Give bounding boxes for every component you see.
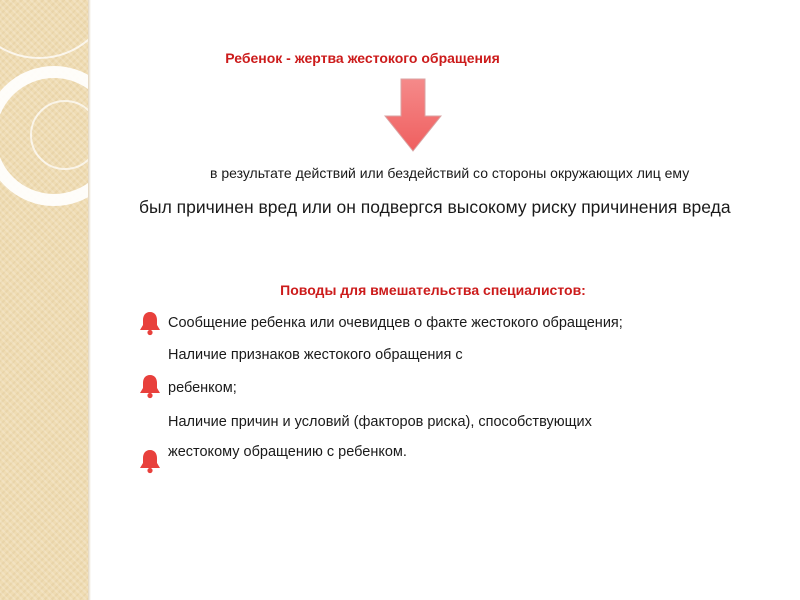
list-item-text: Наличие причин и условий (факторов риска), способствующих xyxy=(168,414,592,430)
list-item-text: Наличие признаков жестокого обращения с xyxy=(168,347,463,363)
bell-icon xyxy=(138,448,162,474)
list-item-text: ребенком; xyxy=(168,380,237,396)
decorative-side-strip xyxy=(0,0,88,600)
definition-line-1: в результате действий или бездействий со стороны окружающих лиц ему xyxy=(210,165,690,181)
slide-title: Ребенок - жертва жестокого обращения xyxy=(225,50,500,66)
section-subtitle: Поводы для вмешательства специалистов: xyxy=(280,282,586,298)
list-item-text: Сообщение ребенка или очевидцев о факте жестокого обращения; xyxy=(168,315,623,331)
down-arrow-icon xyxy=(384,78,442,152)
bell-icon xyxy=(138,310,162,336)
bell-icon xyxy=(138,373,162,399)
list-item-text: жестокому обращению с ребенком. xyxy=(168,444,407,460)
definition-line-2: был причинен вред или он подвергся высокому риску причинения вреда xyxy=(139,197,731,217)
strip-edge-shadow xyxy=(88,0,91,600)
